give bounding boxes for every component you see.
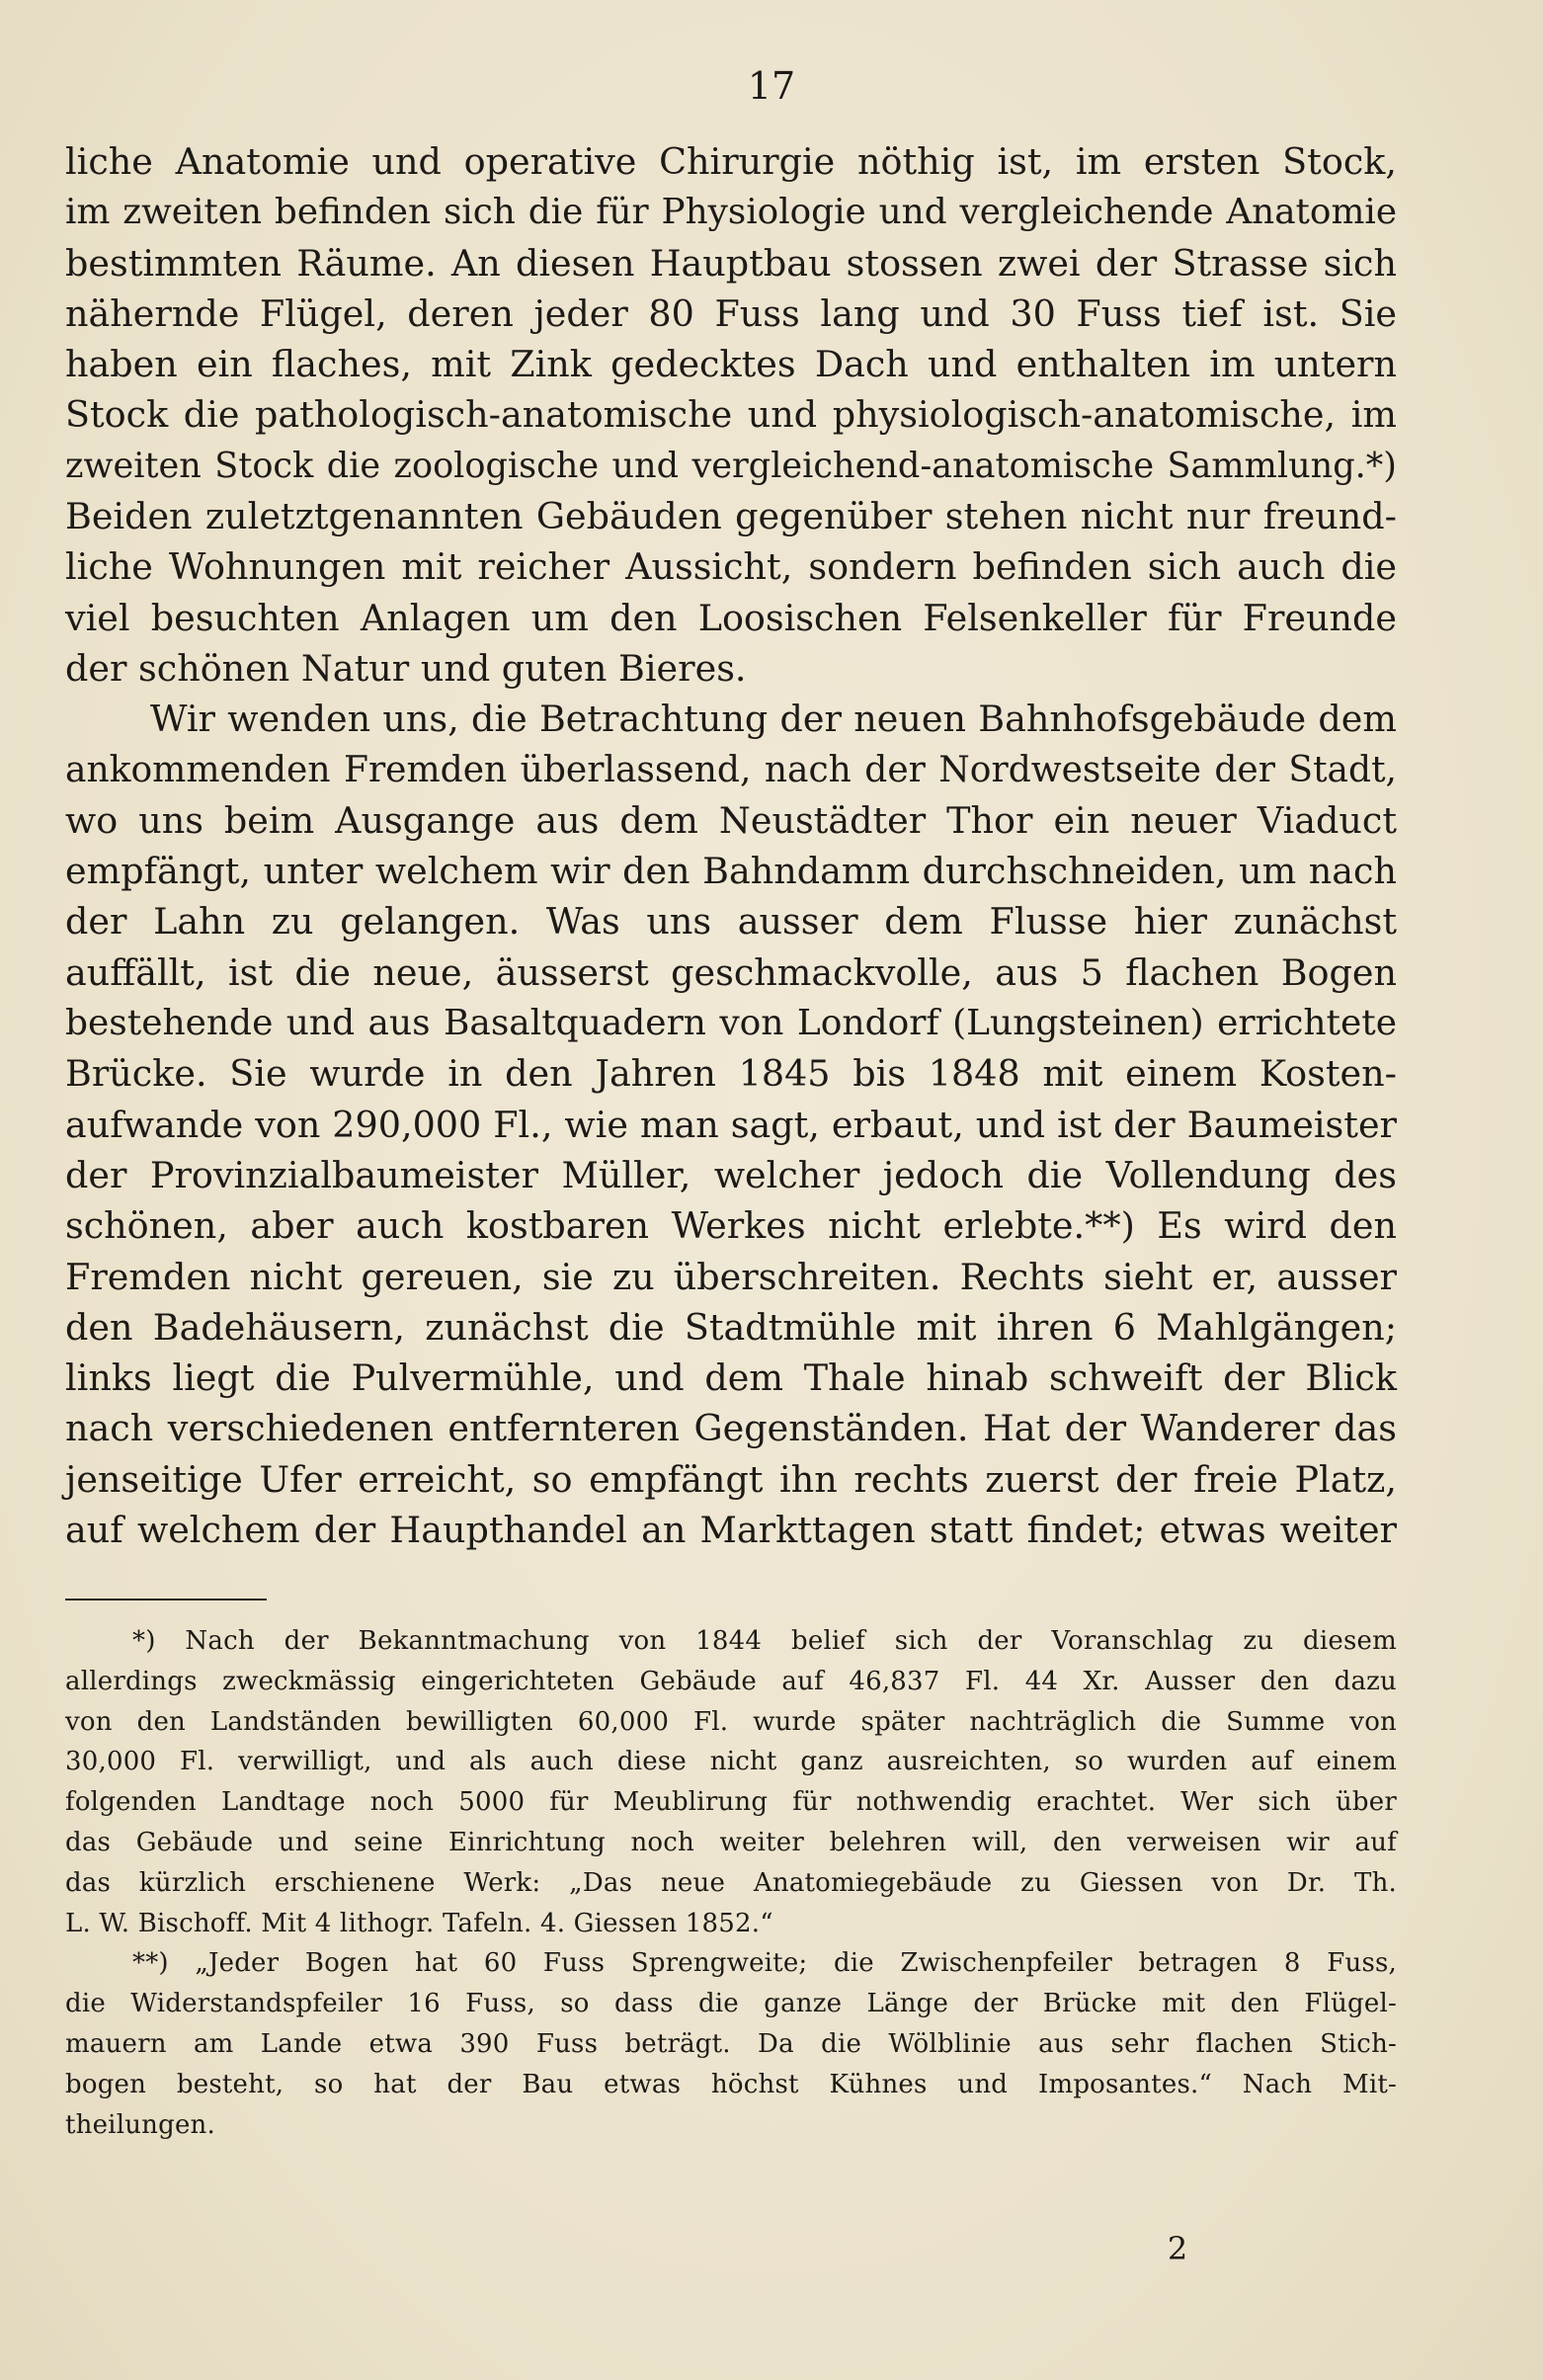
text-line: nach verschiedenen entfernteren Gegenständen. Hat der Wanderer das: [65, 1407, 1397, 1450]
footnote-line: mauern am Lande etwa 390 Fuss beträgt. Da die Wölblinie aus sehr flachen Stich-: [65, 2028, 1397, 2059]
text-line: Beiden zuletztgenannten Gebäuden gegenüber stehen nicht nur freund-: [65, 495, 1397, 538]
footnotes: [65, 1621, 1397, 2145]
text-line: der Lahn zu gelangen. Was uns ausser dem Flusse hier zunächst: [65, 900, 1397, 944]
text-line: auffällt, ist die neue, äusserst geschmackvolle, aus 5 flachen Bogen: [65, 950, 1397, 994]
footnote-line: folgenden Landtage noch 5000 für Meublirung für nothwendig erachtet. Wer sich über: [65, 1787, 1397, 1818]
footnote-line: allerdings zweckmässig eingerichteten Gebäude auf 46,837 Fl. 44 Xr. Ausser den dazu: [65, 1666, 1397, 1696]
footnote-line: das Gebäude und seine Einrichtung noch weiter belehren will, den verweisen wir auf: [65, 1827, 1397, 1857]
footnote-line: die Widerstandspfeiler 16 Fuss, so dass die ganze Länge der Brücke mit den Flügel-: [65, 1989, 1397, 2019]
text-line: haben ein flaches, mit Zink gedecktes Dach und enthalten im untern: [65, 343, 1397, 386]
main-text: [65, 136, 1397, 1555]
text-line: Brücke. Sie wurde in den Jahren 1845 bis 1848 mit einem Kosten-: [65, 1052, 1397, 1096]
text-line: nähernde Flügel, deren jeder 80 Fuss lang und 30 Fuss tief ist. Sie: [65, 291, 1397, 335]
text-line: Wir wenden uns, die Betrachtung der neuen Bahnhofsgebäude dem: [150, 698, 1397, 741]
page-number: 17: [747, 64, 796, 108]
footnote-line: theilungen.: [65, 2109, 215, 2140]
text-line: Stock die pathologisch-anatomische und physiologisch-anatomische, im: [65, 393, 1397, 437]
text-line: den Badehäusern, zunächst die Stadtmühle mit ihren 6 Mahlgängen;: [65, 1305, 1397, 1349]
footnote-line: *) Nach der Bekanntmachung von 1844 belief sich der Voranschlag zu diesem: [132, 1626, 1397, 1656]
footnote-line: **) „Jeder Bogen hat 60 Fuss Sprengweite; die Zwischenpfeiler betragen 8 Fuss,: [132, 1948, 1397, 1979]
text-line: schönen, aber auch kostbaren Werkes nicht erlebte.**) Es wird den: [65, 1204, 1397, 1248]
footnote-line: L. W. Bischoff. Mit 4 lithogr. Tafeln. 4. Giessen 1852.“: [65, 1908, 773, 1938]
footnote-line: von den Landständen bewilligten 60,000 Fl. wurde später nachträglich die Summe von: [65, 1706, 1397, 1737]
signature-mark: 2: [1167, 2230, 1188, 2267]
text-line: bestehende und aus Basaltquadern von Londorf (Lungsteinen) errichtete: [65, 1003, 1397, 1044]
footnote-line: das kürzlich erschienene Werk: „Das neue Anatomiegebäude zu Giessen von Dr. Th.: [65, 1867, 1397, 1898]
footnote-line: bogen besteht, so hat der Bau etwas höchst Kühnes und Imposantes.“ Nach Mit-: [65, 2069, 1397, 2099]
text-line: im zweiten befinden sich die für Physiologie und vergleichende Anatomie: [65, 192, 1397, 233]
text-line: der Provinzialbaumeister Müller, welcher jedoch die Vollendung des: [65, 1153, 1397, 1196]
text-line: aufwande von 290,000 Fl., wie man sagt, erbaut, und ist der Baumeister: [65, 1103, 1397, 1146]
text-line: empfängt, unter welchem wir den Bahndamm durchschneiden, um nach: [65, 850, 1397, 893]
text-line: ankommenden Fremden überlassend, nach der Nordwestseite der Stadt,: [65, 749, 1397, 790]
text-line: bestimmten Räume. An diesen Hauptbau stossen zwei der Strasse sich: [65, 241, 1397, 285]
text-line: der schönen Natur und guten Bieres.: [65, 646, 747, 690]
footnote-divider: [65, 1599, 267, 1600]
text-line: auf welchem der Haupthandel an Markttagen statt findet; etwas weiter: [65, 1509, 1397, 1552]
text-line: liche Wohnungen mit reicher Aussicht, sondern befinden sich auch die: [65, 545, 1397, 589]
text-line: liche Anatomie und operative Chirurgie nöthig ist, im ersten Stock,: [65, 140, 1397, 183]
footnote-line: 30,000 Fl. verwilligt, und als auch diese nicht ganz ausreichten, so wurden auf einem: [65, 1747, 1397, 1777]
text-line: jenseitige Ufer erreicht, so empfängt ihn rechts zuerst der freie Platz,: [65, 1457, 1397, 1501]
text-line: Fremden nicht gereuen, sie zu überschreiten. Rechts sieht er, ausser: [65, 1255, 1397, 1298]
text-line: viel besuchten Anlagen um den Loosischen Felsenkeller für Freunde: [65, 596, 1397, 639]
text-line: links liegt die Pulvermühle, und dem Thale hinab schweift der Blick: [65, 1356, 1397, 1400]
text-line: zweiten Stock die zoologische und vergleichend-anatomische Sammlung.*): [65, 445, 1397, 486]
text-line: wo uns beim Ausgange aus dem Neustädter Thor ein neuer Viaduct: [65, 798, 1397, 842]
